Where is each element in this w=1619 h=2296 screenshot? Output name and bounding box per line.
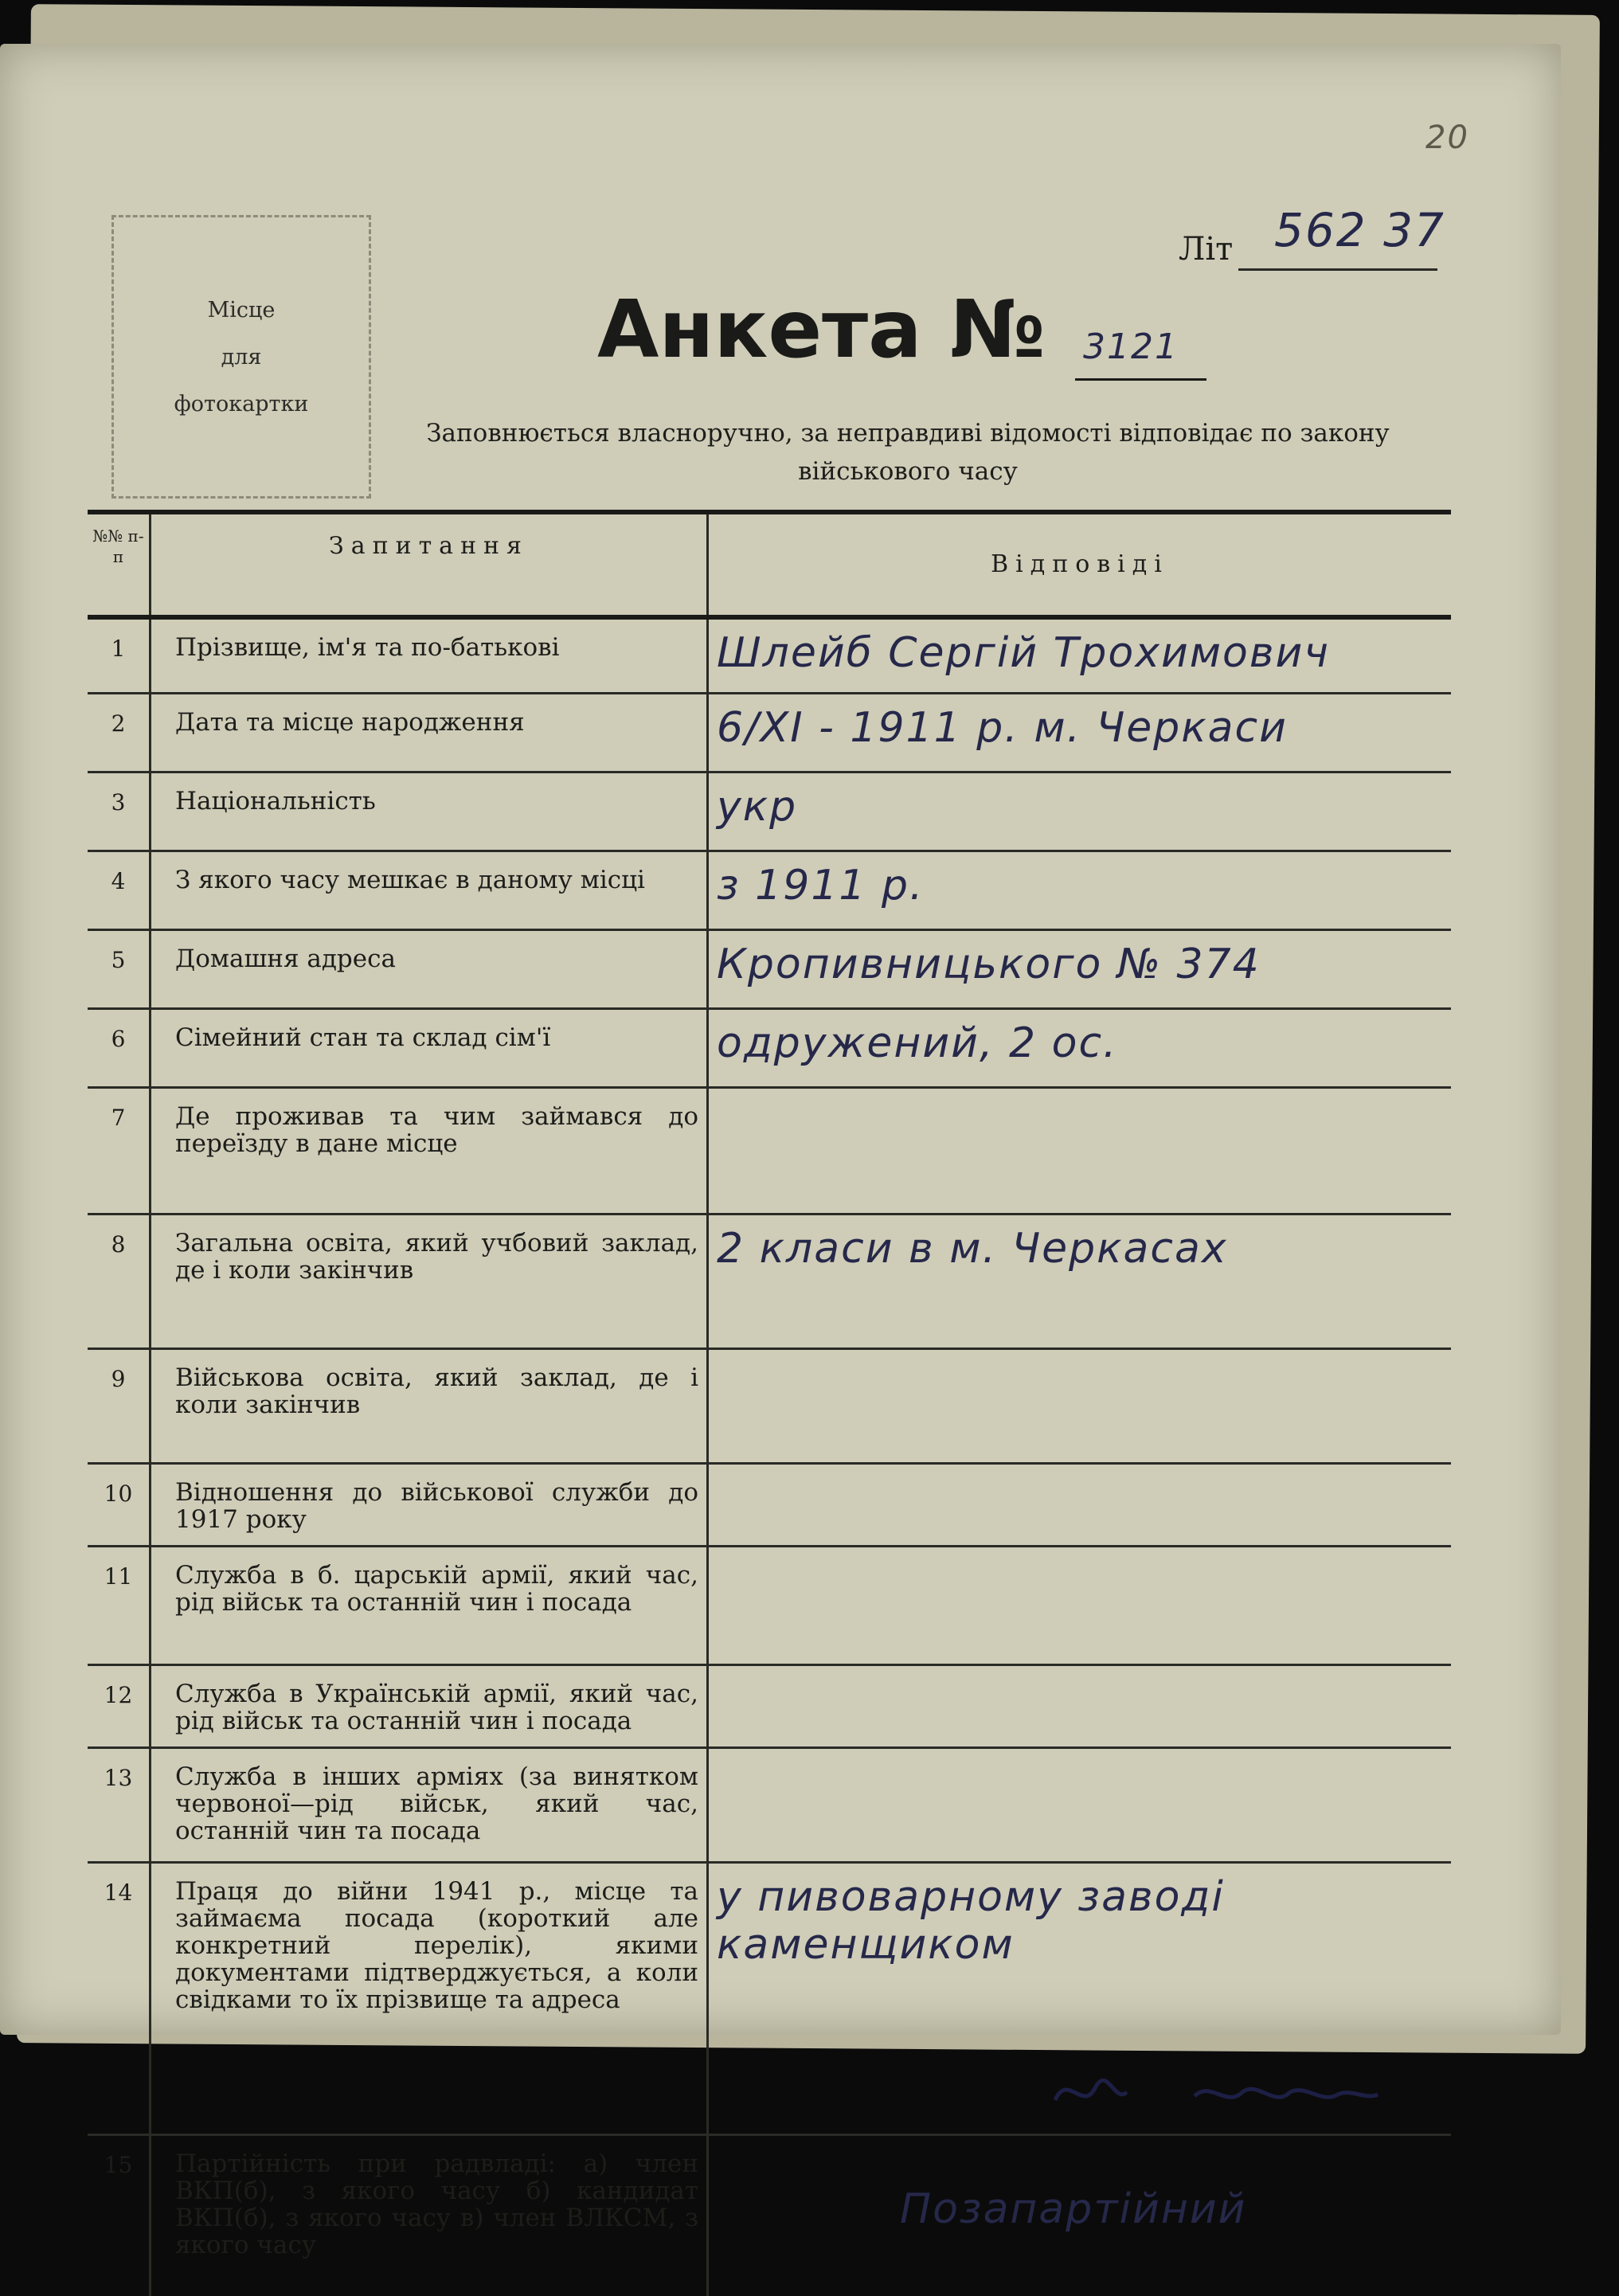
form-instruction: Заповнюється власноручно, за неправдиві відомості відповідає по закону військового часу: [390, 414, 1425, 491]
answer-text: Кропивницького № 374: [717, 941, 1443, 988]
col-question-header: Запитання: [151, 512, 708, 617]
row-number: 3: [88, 773, 151, 851]
row-number: 9: [88, 1349, 151, 1464]
table-header: [88, 512, 1451, 617]
row-question: Відношення до військової служби до 1917 року: [151, 1464, 708, 1547]
col-answer-header: Відповіді: [708, 512, 1452, 617]
row-number: 2: [88, 694, 151, 773]
photo-placeholder: [111, 215, 371, 499]
answer-text: 2 класи в м. Черкасах: [717, 1225, 1443, 1273]
row-question: Служба в Українській армії, який час, рід військ та останній чин і посада: [151, 1665, 708, 1748]
photo-label-2: для: [221, 345, 262, 370]
row-question: Праця до війни 1941 р., місце та займаєма посада (короткий але конкретний перелік), якими документами підтверджується, а коли свідками то їх прізвище та адреса: [151, 1863, 708, 2135]
row-number: 6: [88, 1009, 151, 1088]
row-answer: [708, 930, 1452, 1009]
row-answer: [708, 1009, 1452, 1088]
row-question: Сімейний стан та склад сім'ї: [151, 1009, 708, 1088]
row-number: 13: [88, 1748, 151, 1863]
row-number: 14: [88, 1863, 151, 2135]
row-answer: [708, 694, 1452, 773]
table-row: [88, 2135, 1451, 2296]
lit-underline: [1238, 268, 1437, 271]
row-number: 12: [88, 1665, 151, 1748]
table-row: [88, 617, 1451, 694]
form-title: Анкета №: [597, 283, 1046, 376]
row-question: Служба в інших арміях (за винятком червоної—рід військ, який час, останній чин та посада: [151, 1748, 708, 1863]
row-question: Загальна освіта, який учбовий заклад, де і коли закінчив: [151, 1214, 708, 1349]
row-question: З якого часу мешкає в даному місці: [151, 851, 708, 930]
row-question: Де проживав та чим займався до переїзду в дане місце: [151, 1088, 708, 1214]
row-answer: [708, 2135, 1452, 2296]
row-answer: [708, 773, 1452, 851]
row-answer: [708, 851, 1452, 930]
row-number: 7: [88, 1088, 151, 1214]
table-row: [88, 694, 1451, 773]
row-number: 8: [88, 1214, 151, 1349]
answer-text: Шлейб Сергій Трохимович: [717, 629, 1443, 677]
table-row: [88, 851, 1451, 930]
row-number: 1: [88, 617, 151, 694]
row-question: Домашня адреса: [151, 930, 708, 1009]
corner-mark: 20: [1425, 119, 1469, 156]
table-row: [88, 1349, 1451, 1464]
answer-text: укр: [717, 783, 1443, 831]
table-row: [88, 773, 1451, 851]
col-number-header: №№ п-п: [88, 512, 151, 617]
row-answer: [708, 1547, 1452, 1665]
row-number: 4: [88, 851, 151, 930]
row-answer: [708, 1748, 1452, 1863]
answer-text: у пивоварному заводі каменщиком: [717, 1873, 1443, 1969]
lit-value: 562 37: [1274, 203, 1445, 257]
row-number: 11: [88, 1547, 151, 1665]
row-answer: [708, 1665, 1452, 1748]
form-number-underline: [1075, 378, 1206, 381]
table-row: [88, 1547, 1451, 1665]
row-answer: [708, 1088, 1452, 1214]
answer-text: Позапартійний: [900, 2185, 1443, 2233]
row-question: Партійність при радвладі: а) член ВКП(б), з якого часу б) кандидат ВКП(б), з якого часу в) член ВЛКСМ, з якого часу: [151, 2135, 708, 2296]
row-answer: [708, 1863, 1452, 2135]
form-number: 3121: [1083, 327, 1179, 367]
photo-label-1: Місце: [208, 298, 276, 323]
answer-text: 6/XI - 1911 р. м. Черкаси: [717, 704, 1443, 752]
table-row: [88, 1863, 1451, 2135]
lit-label: Літ: [1179, 231, 1233, 268]
questionnaire-table: [88, 510, 1451, 2296]
table-row: [88, 930, 1451, 1009]
row-question: Прізвище, ім'я та по-батькові: [151, 617, 708, 694]
row-question: Національність: [151, 773, 708, 851]
row-answer: [708, 1349, 1452, 1464]
row-question: Служба в б. царській армії, який час, рід військ та останній чин і посада: [151, 1547, 708, 1665]
table-row: [88, 1665, 1451, 1748]
row-answer: [708, 1464, 1452, 1547]
row-number: 15: [88, 2135, 151, 2296]
table-row: [88, 1214, 1451, 1349]
table-row: [88, 1464, 1451, 1547]
row-number: 10: [88, 1464, 151, 1547]
table-row: [88, 1088, 1451, 1214]
photo-label-3: фотокартки: [174, 392, 309, 417]
row-number: 5: [88, 930, 151, 1009]
table-row: [88, 1748, 1451, 1863]
answer-text: одружений, 2 ос.: [717, 1019, 1443, 1067]
table-row: [88, 1009, 1451, 1088]
row-answer: [708, 1214, 1452, 1349]
questionnaire-page: [0, 44, 1561, 2035]
row-question: Військова освіта, який заклад, де і коли закінчив: [151, 1349, 708, 1464]
signature: [1051, 2064, 1386, 2120]
answer-text: з 1911 р.: [717, 862, 1443, 909]
row-question: Дата та місце народження: [151, 694, 708, 773]
row-answer: [708, 617, 1452, 694]
